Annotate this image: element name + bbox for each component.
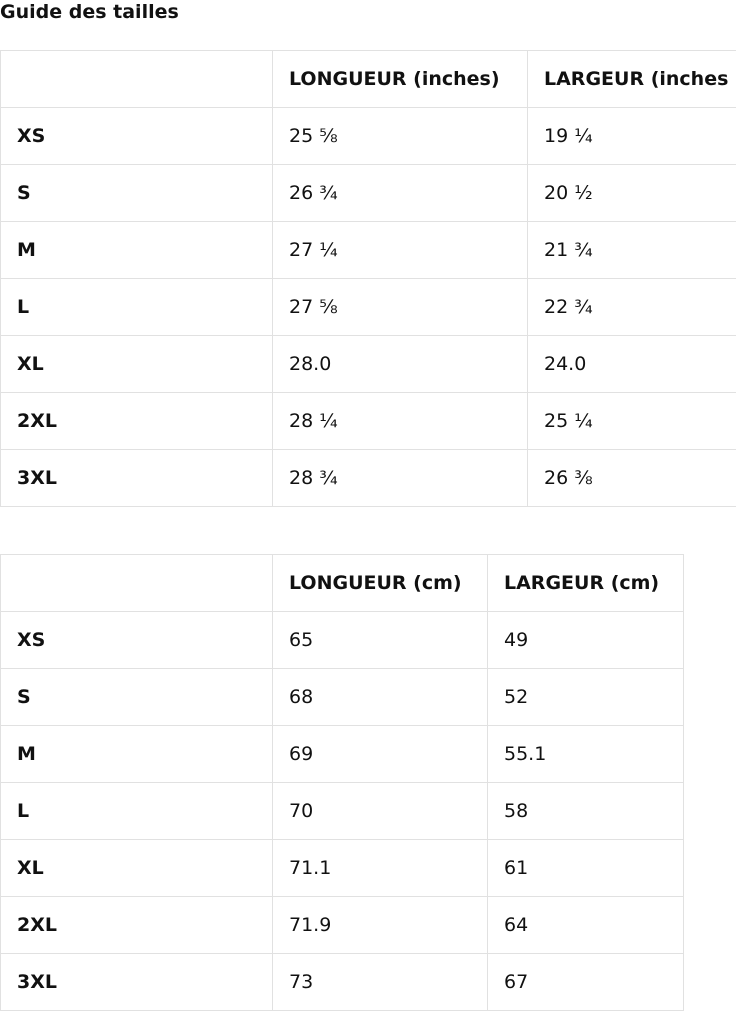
width-cell: 21 ¾: [528, 222, 736, 279]
length-cell: 27 ⅝: [273, 279, 528, 336]
width-cell: 58: [488, 783, 684, 840]
size-table-cm-container: [0, 554, 684, 1027]
width-cell: 25 ¼: [528, 393, 736, 450]
width-cell: 61: [488, 840, 684, 897]
header-cell-width: LARGEUR (cm): [488, 555, 684, 612]
size-table-inches-container: [0, 50, 736, 523]
table-row: [1, 336, 736, 393]
width-cell: 67: [488, 954, 684, 1011]
size-cell: M: [1, 726, 273, 783]
size-cell: 3XL: [1, 954, 273, 1011]
length-cell: 26 ¾: [273, 165, 528, 222]
page-title: Guide des tailles: [0, 1, 179, 23]
size-table-cm: [0, 554, 684, 1011]
size-cell: XS: [1, 612, 273, 669]
size-cell: L: [1, 783, 273, 840]
table-row: [1, 393, 736, 450]
table-row: [1, 450, 736, 507]
width-cell: 64: [488, 897, 684, 954]
size-cell: 3XL: [1, 450, 273, 507]
table-row: [1, 108, 736, 165]
size-cell: S: [1, 165, 273, 222]
length-cell: 70: [273, 783, 488, 840]
length-cell: 27 ¼: [273, 222, 528, 279]
header-cell-length: LONGUEUR (inches): [273, 51, 528, 108]
header-cell-size: [1, 555, 273, 612]
size-table-inches: [0, 50, 736, 507]
length-cell: 69: [273, 726, 488, 783]
table-row: [1, 669, 684, 726]
size-cell: XS: [1, 108, 273, 165]
header-cell-length: LONGUEUR (cm): [273, 555, 488, 612]
width-cell: 20 ½: [528, 165, 736, 222]
table-header-row: [1, 555, 684, 612]
width-cell: 49: [488, 612, 684, 669]
length-cell: 65: [273, 612, 488, 669]
header-cell-size: [1, 51, 273, 108]
table-row: [1, 840, 684, 897]
length-cell: 28 ¼: [273, 393, 528, 450]
width-cell: 19 ¼: [528, 108, 736, 165]
table-header-row: [1, 51, 736, 108]
width-cell: 55.1: [488, 726, 684, 783]
size-cell: XL: [1, 336, 273, 393]
width-cell: 52: [488, 669, 684, 726]
length-cell: 28 ¾: [273, 450, 528, 507]
length-cell: 73: [273, 954, 488, 1011]
length-cell: 68: [273, 669, 488, 726]
width-cell: 26 ⅜: [528, 450, 736, 507]
size-cell: S: [1, 669, 273, 726]
table-row: [1, 783, 684, 840]
size-cell: 2XL: [1, 393, 273, 450]
length-cell: 71.9: [273, 897, 488, 954]
header-cell-width: LARGEUR (inches: [528, 51, 736, 108]
width-cell: 24.0: [528, 336, 736, 393]
size-cell: XL: [1, 840, 273, 897]
length-cell: 25 ⅝: [273, 108, 528, 165]
size-cell: L: [1, 279, 273, 336]
width-cell: 22 ¾: [528, 279, 736, 336]
table-row: [1, 165, 736, 222]
table-row: [1, 726, 684, 783]
size-cell: 2XL: [1, 897, 273, 954]
table-row: [1, 612, 684, 669]
length-cell: 28.0: [273, 336, 528, 393]
table-row: [1, 222, 736, 279]
length-cell: 71.1: [273, 840, 488, 897]
table-row: [1, 897, 684, 954]
table-row: [1, 954, 684, 1011]
table-row: [1, 279, 736, 336]
size-cell: M: [1, 222, 273, 279]
